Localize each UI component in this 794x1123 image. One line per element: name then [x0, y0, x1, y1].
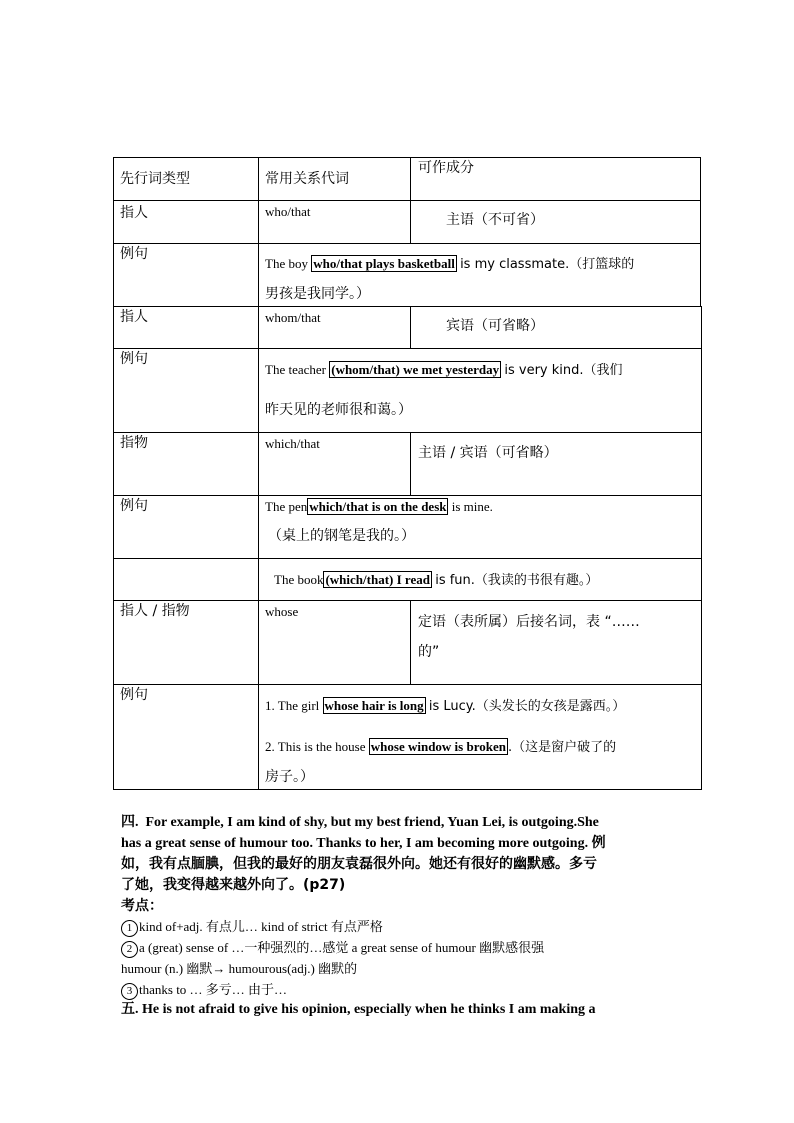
circle-number-1: 1	[121, 920, 138, 937]
ex2-sentence	[265, 360, 623, 381]
header-function: 可作成分	[418, 160, 474, 176]
point-3-text: thanks to … 多亏… 由于…	[139, 982, 288, 997]
point-2-continued: humour (n.) 幽默→ humourous(adj.) 幽默的	[121, 961, 358, 976]
ex4-sentence1	[265, 696, 625, 717]
circle-number-2: 2	[121, 941, 138, 958]
ex3-line2: （桌上的钢笔是我的。）	[268, 528, 415, 544]
row4-type: 指人 / 指物	[120, 603, 190, 619]
section4-line3: 如，我有点腼腆，但我的最好的朋友袁磊很外向。她还有很好的幽默感。多亏	[121, 856, 597, 872]
ex2-line2: 昨天见的老师很和蔼。）	[265, 402, 412, 418]
ex4-s2-post: .（这是窗户破了的	[507, 740, 617, 755]
circle-number-3: 3	[121, 983, 138, 1000]
ex1-pre: The boy	[265, 256, 308, 271]
row2-role: 宾语（可省略）	[446, 318, 544, 334]
point-2	[121, 937, 544, 958]
section4-line4: 了她，我变得越来越外向了。(p27)	[121, 877, 346, 893]
ex4-sentence2	[265, 737, 616, 758]
ex4-s2-line2: 房子。）	[265, 769, 314, 785]
kaodian-heading: 考点：	[121, 898, 163, 914]
row3-pronoun: which/that	[265, 436, 320, 451]
ex2-post: is very kind.（我们	[504, 363, 623, 378]
section4-number: 四.	[121, 815, 139, 830]
row2-pronoun: whom/that	[265, 310, 321, 325]
ex4-s2-pre: 2. This is the house	[265, 739, 366, 754]
ex1-label: 例句	[120, 246, 148, 262]
ex3b-pre: The book	[274, 572, 324, 587]
kaodian-points	[121, 916, 544, 1000]
row4-role-line1: 定语（表所属）后接名词，表 “……	[418, 614, 640, 630]
row3-role: 主语 / 宾语（可省略）	[418, 445, 558, 461]
row2-type: 指人	[120, 309, 148, 325]
ex3-label: 例句	[120, 498, 148, 514]
ex2-pre: The teacher	[265, 362, 326, 377]
section4-line2: has a great sense of humour too. Thanks to her, I am becoming more outgoing. 例	[121, 836, 606, 851]
ex2-relative-clause: (whom/that) we met yesterday	[331, 362, 500, 377]
ex4-label: 例句	[120, 687, 148, 703]
ex3-post: is mine.	[451, 499, 493, 514]
row1-pronoun: who/that	[265, 204, 311, 219]
ex1-sentence	[265, 254, 634, 275]
ex3b-relative-clause: (which/that) I read	[325, 572, 430, 587]
ex3b-sentence	[274, 570, 598, 591]
ex3-pre: The pen	[265, 499, 308, 514]
section4-line1: For example, I am kind of shy, but my best friend, Yuan Lei, is outgoing.She	[145, 815, 599, 830]
section5-number: 五.	[121, 1002, 139, 1017]
row3-type: 指物	[120, 435, 148, 451]
row4-pronoun: whose	[265, 604, 299, 619]
ex1-post: is my classmate.（打篮球的	[460, 257, 635, 272]
point-1	[121, 916, 544, 937]
section4-text	[121, 812, 681, 917]
row4-role-line2: 的”	[418, 644, 440, 660]
point-3	[121, 979, 544, 1000]
ex4-s1-relative-clause: whose hair is long	[324, 698, 424, 713]
ex4-s1-post: is Lucy.（头发长的女孩是露西。）	[428, 699, 626, 714]
ex4-s1-pre: 1. The girl	[265, 698, 320, 713]
ex1-line2: 男孩是我同学。）	[265, 286, 370, 302]
ex3-sentence	[265, 497, 493, 517]
ex3b-post: is fun.（我读的书很有趣。）	[435, 573, 599, 588]
header-antecedent-type: 先行词类型	[120, 171, 190, 187]
point-2-text: a (great) sense of …一种强烈的…感觉 a great sense of humour 幽默感很强	[139, 940, 545, 955]
point-1-text: kind of+adj. 有点儿… kind of strict 有点严格	[139, 919, 383, 934]
header-relative-pronoun: 常用关系代词	[265, 171, 349, 187]
section5-line1: He is not afraid to give his opinion, especially when he thinks I am making a	[142, 1002, 596, 1017]
ex2-label: 例句	[120, 351, 148, 367]
ex1-relative-clause: who/that plays basketball	[313, 256, 455, 271]
row1-type: 指人	[120, 205, 148, 221]
ex4-s2-relative-clause: whose window is broken	[370, 739, 506, 754]
row1-role: 主语（不可省）	[446, 212, 544, 228]
section5-text	[121, 999, 681, 1020]
ex3-relative-clause: which/that is on the desk	[309, 499, 447, 514]
